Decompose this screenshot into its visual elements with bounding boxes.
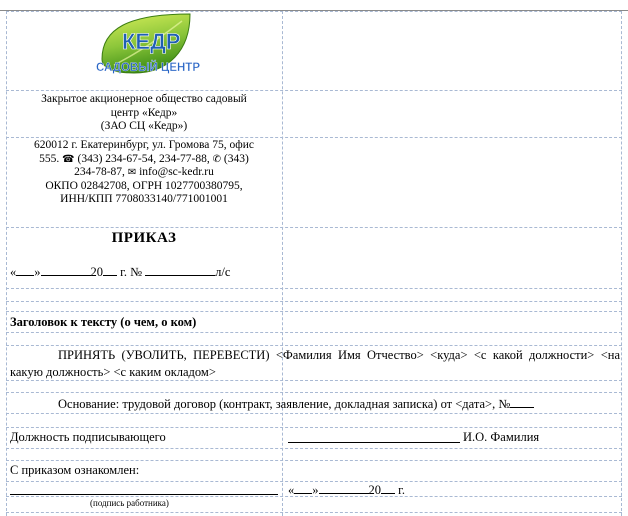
company-name-line: центр «Кедр» xyxy=(110,106,178,119)
okpo-ogrn-line: ОКПО 02842708, ОГРН 1027700380795, xyxy=(45,179,243,192)
row-divider xyxy=(6,90,622,91)
company-name-line: Закрытое акционерное общество садовый xyxy=(41,93,247,105)
row-divider xyxy=(6,413,622,414)
signer-position: Должность подписывающего xyxy=(10,430,166,444)
row-divider xyxy=(6,512,622,513)
phone-icon: ☎ xyxy=(62,153,75,165)
logo-brand-text: КЕДР xyxy=(122,29,181,54)
inn-kpp-line: ИНН/КПП 7708033140/771001001 xyxy=(60,193,228,205)
order-body-text: ПРИНЯТЬ (УВОЛИТЬ, ПЕРЕВЕСТИ) <Фамилия Имя Отчество> <куда> <с какой должности> <на какую должность> <с каким окладом> xyxy=(10,348,620,379)
order-title: ПРИКАЗ xyxy=(111,230,177,246)
day-blank[interactable] xyxy=(16,264,34,276)
row-divider xyxy=(6,448,622,449)
row-divider xyxy=(6,345,622,346)
table-border-left xyxy=(6,11,7,516)
fax-icon: ✆ xyxy=(212,153,222,165)
order-basis-line: Основание: трудовой договор (контракт, заявление, докладная записка) от <дата>, № xyxy=(58,396,534,412)
row-divider xyxy=(6,227,622,228)
document-page xyxy=(6,11,622,516)
ack-day-blank[interactable] xyxy=(294,482,312,494)
order-date-number-line: « » 20 г. № л/с xyxy=(10,265,231,279)
kedr-leaf-logo xyxy=(94,11,200,83)
row-divider xyxy=(6,392,622,393)
signer-name: И.О. Фамилия xyxy=(463,430,540,444)
row-divider xyxy=(6,301,622,302)
acquainted-date-line: « » 20 г. xyxy=(288,483,405,497)
acquainted-label: С приказом ознакомлен: xyxy=(10,463,140,477)
row-divider xyxy=(6,137,622,138)
signer-signature-blank[interactable] xyxy=(288,428,460,443)
row-divider xyxy=(6,288,622,289)
company-contacts-block xyxy=(6,139,282,207)
year-blank[interactable] xyxy=(103,264,117,276)
address-line: 620012 г. Екатеринбург, ул. Громова 75, офис xyxy=(34,139,254,151)
company-logo xyxy=(94,11,200,83)
ack-year-blank[interactable] xyxy=(381,482,395,494)
logo-subtitle-text: САДОВЫЙ ЦЕНТР xyxy=(96,62,200,74)
basis-number-blank[interactable] xyxy=(510,396,534,408)
employee-signature-blank[interactable] xyxy=(10,481,278,495)
email-line: 234-78-87, ✉ info@sc-kedr.ru xyxy=(74,166,214,178)
table-column-divider xyxy=(282,11,283,516)
row-divider xyxy=(6,460,622,461)
row-divider xyxy=(6,311,622,312)
subject-heading: Заголовок к тексту (о чем, о ком) xyxy=(10,315,197,329)
table-border-right xyxy=(621,11,622,516)
envelope-icon: ✉ xyxy=(127,167,137,178)
order-number-blank[interactable] xyxy=(145,264,215,276)
month-blank[interactable] xyxy=(41,264,91,276)
row-divider xyxy=(6,332,622,333)
company-short-name: (ЗАО СЦ «Кедр») xyxy=(100,120,188,132)
ack-month-blank[interactable] xyxy=(319,482,369,494)
phone-line: 555. ☎ (343) 234-67-54, 234-77-88, ✆ (343) xyxy=(39,152,249,165)
company-name-block xyxy=(6,93,282,134)
email-address: info@sc-kedr.ru xyxy=(139,166,214,178)
employee-signature-caption: (подпись работника) xyxy=(90,498,169,508)
